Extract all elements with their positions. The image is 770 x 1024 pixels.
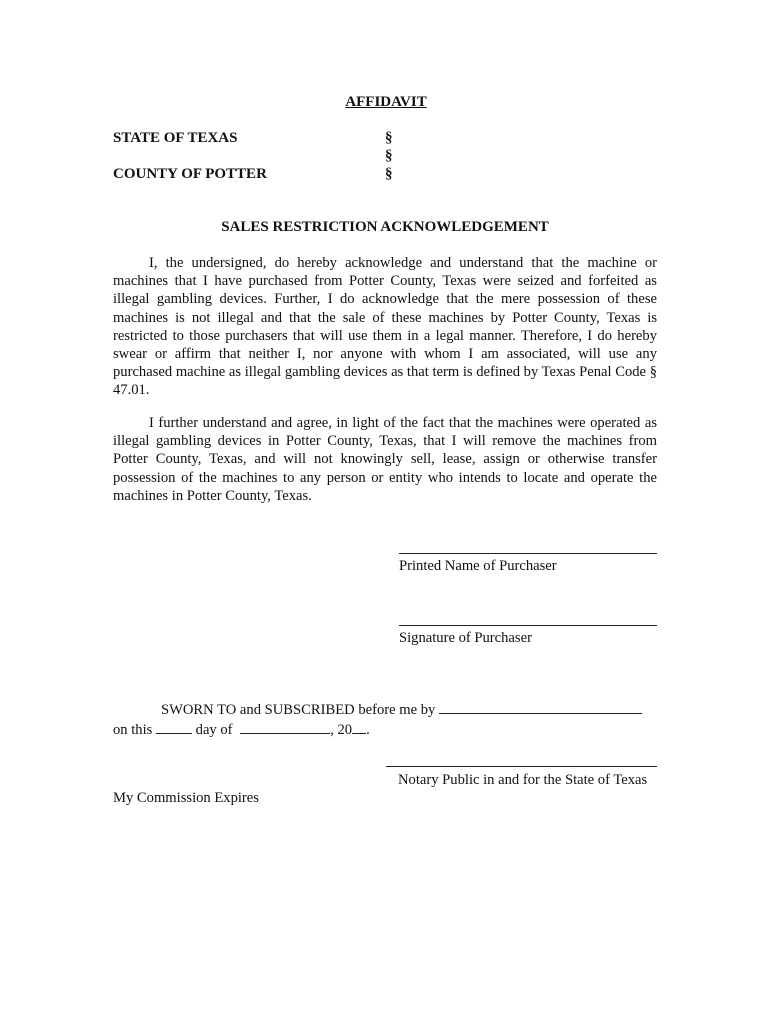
year-blank[interactable] xyxy=(352,720,366,734)
section-symbol-1: § xyxy=(385,130,393,146)
jurat-day-of: day of xyxy=(195,721,233,738)
notary-label: Notary Public in and for the State of Texas xyxy=(398,772,648,788)
jurat-block xyxy=(113,700,657,739)
signature-line[interactable] xyxy=(399,625,657,626)
affiant-name-blank[interactable] xyxy=(439,700,642,714)
paragraph-agreement: I further understand and agree, in light of the fact that the machines were operated as illegal gambling devices in Potter County, Texas, that I will remove the machines from Potter County, Texas, and will not knowingly sell, lease, assign or otherwise transfer possession of the machines to any person or entity who intends to locate and operate the machines in Potter County, Texas. xyxy=(113,415,657,504)
jurat-sworn-text: SWORN TO and SUBSCRIBED before me by xyxy=(161,702,436,718)
jurat-year-prefix: , 20 xyxy=(330,721,353,738)
signature-label: Signature of Purchaser xyxy=(399,630,532,646)
document-title: AFFIDAVIT xyxy=(345,94,427,110)
jurat-on-this: on this xyxy=(113,721,153,738)
paragraph-acknowledgement: I, the undersigned, do hereby acknowledge and understand that the machine or machines that I have purchased from Potter County, Texas were seized and forfeited as illegal gambling devices. Further, I do acknowledge that the mere possession of these machines is not illegal and that the sale of these machines by Potter County, Texas is restricted to those purchasers that will use them in a legal manner. Therefore, I do hereby swear or affirm that neither I, nor anyone with whom I am associated, will use any purchased machine as illegal gambling devices as that term is defined by Texas Penal Code § 47.01. xyxy=(113,255,657,399)
caption-state: STATE OF TEXAS xyxy=(113,130,238,146)
printed-name-line[interactable] xyxy=(399,553,657,554)
jurat-line-1 xyxy=(113,700,657,720)
section-symbol-3: § xyxy=(385,166,393,182)
section-symbol-2: § xyxy=(385,148,393,164)
document-subtitle: SALES RESTRICTION ACKNOWLEDGEMENT xyxy=(221,219,549,235)
jurat-period: . xyxy=(366,721,370,738)
day-blank[interactable] xyxy=(156,720,192,734)
notary-signature-line[interactable] xyxy=(386,766,657,767)
jurat-line-2 xyxy=(113,720,657,740)
caption-county: COUNTY OF POTTER xyxy=(113,166,267,182)
commission-expires-label: My Commission Expires xyxy=(113,790,259,806)
month-blank[interactable] xyxy=(240,720,330,734)
printed-name-label: Printed Name of Purchaser xyxy=(399,558,557,574)
